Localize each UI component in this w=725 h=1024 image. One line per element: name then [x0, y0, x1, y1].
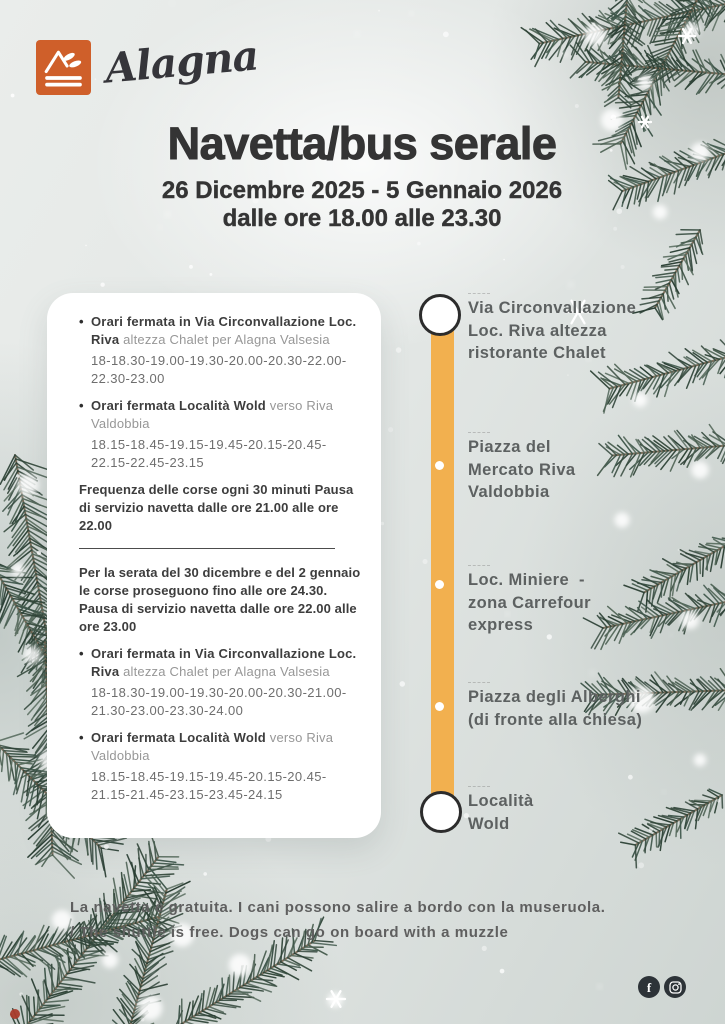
social-icons [638, 976, 686, 998]
bullet-marker: • [79, 646, 84, 661]
schedule-item [79, 313, 365, 388]
schedule-times: 18.15-18.45-19.15-19.45-20.15-20.45-22.15-22.45-23.15 [91, 437, 327, 470]
schedule-item [79, 729, 365, 804]
footer-note-it: La navetta è gratuita. I cani possono salire a bordo con la museruola. [70, 899, 606, 916]
route-line [431, 316, 454, 812]
stop-tick [468, 565, 490, 566]
stop-tick [468, 293, 490, 294]
route-stop-marker [435, 702, 444, 711]
stop-tick [468, 432, 490, 433]
schedule-card-body [79, 313, 365, 804]
brand-name: Alagna [103, 31, 260, 93]
schedule-times: 18-18.30-19.00-19.30-20.00-20.30-22.00-22.30-23.00 [91, 353, 347, 386]
route-stop-marker [419, 294, 461, 336]
route-stop-marker [435, 580, 444, 589]
schedule-card [47, 293, 381, 838]
logo [36, 31, 260, 95]
logo-mark [36, 40, 91, 95]
footer-note-en: / The shuttle is free. Dogs can go on board with a muzzle [70, 924, 509, 941]
time-range: dalle ore 18.00 alle 23.30 [222, 205, 502, 232]
footer-note [70, 895, 680, 945]
stop-tick [468, 786, 490, 787]
stop-label: Piazza degli Alberghi (di fronte alla chiesa) [468, 688, 643, 729]
schedule-item-title: Orari fermata Località Wold verso Riva Valdobbia [91, 398, 334, 431]
divider [79, 548, 335, 549]
schedule-item-title: Orari fermata in Via Circonvallazione Loc. Riva altezza Chalet per Alagna Valsesia [91, 646, 357, 679]
route-stop-marker [420, 791, 462, 833]
route-stop-marker [435, 461, 444, 470]
schedule-times: 18.15-18.45-19.15-19.45-20.15-20.45-21.15-21.45-23.15-23.45-24.15 [91, 769, 327, 802]
bullet-marker: • [79, 398, 84, 413]
stop-tick [468, 682, 490, 683]
stop-label: Località Wold [468, 792, 534, 833]
bullet-marker: • [79, 314, 84, 329]
stop-label: Piazza del Mercato Riva Valdobbia [468, 438, 576, 501]
schedule-item [79, 397, 365, 472]
stop-label: Via Circonvallazione Loc. Riva altezza ristorante Chalet [468, 299, 637, 362]
instagram-icon[interactable] [664, 976, 686, 998]
service-note: Frequenza delle corse ogni 30 minuti Pausa di servizio navetta dalle ore 21.00 alle ore 22.00 [79, 482, 354, 533]
date-range: 26 Dicembre 2025 - 5 Gennaio 2026 [161, 177, 563, 204]
facebook-icon[interactable]: f [638, 976, 660, 998]
schedule-item-title: Orari fermata Località Wold verso Riva Valdobbia [91, 730, 334, 763]
schedule-item-title: Orari fermata in Via Circonvallazione Loc. Riva altezza Chalet per Alagna Valsesia [91, 314, 357, 347]
schedule-times: 18-18.30-19.00-19.30-20.00-20.30-21.00-21.30-23.00-23.30-24.00 [91, 685, 347, 718]
service-note: Per la serata del 30 dicembre e del 2 gennaio le corse proseguono fino alle ore 24.30. Pausa di servizio navetta dalle ore 22.00 alle ore 23.00 [79, 565, 361, 634]
schedule-item [79, 645, 365, 720]
header [62, 118, 662, 233]
bullet-marker: • [79, 730, 84, 745]
page-title: Navetta/bus serale [167, 118, 557, 169]
mountain-leaf-icon [36, 40, 91, 95]
stop-label: Loc. Miniere - zona Carrefour express [468, 571, 591, 634]
